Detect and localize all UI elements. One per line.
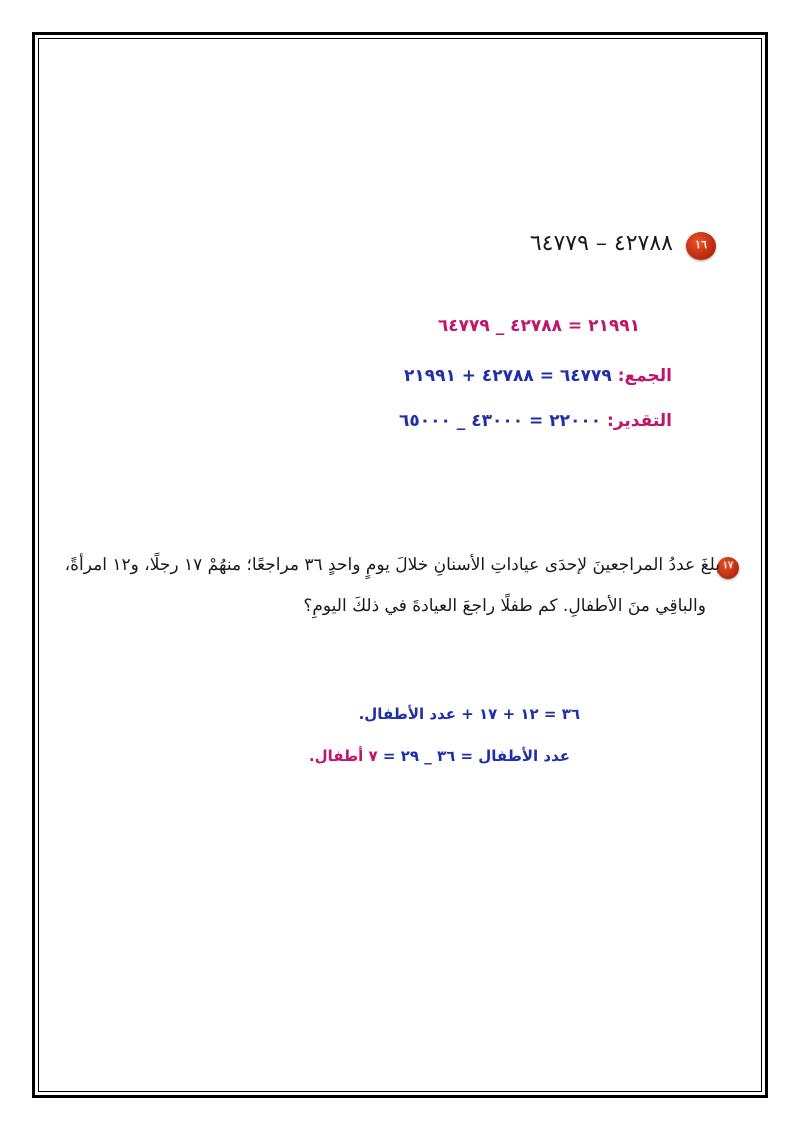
result-prefix: عدد الأطفال = ٣٦ _ ٢٩ = [377,747,570,765]
problem-16-number-badge [686,232,716,260]
result-value: ٧ أطفال. [308,747,378,765]
check-label: الجمع: [617,366,672,386]
estimate-label: التقدير: [607,411,672,431]
problem-17-result [309,747,570,765]
problem-17-number: ١٧ [722,560,734,571]
problem-16-check [404,366,672,386]
problem-16-expression: ٤٢٧٨٨ – ٦٤٧٧٩ [529,231,673,256]
problem-17-number-badge [717,557,739,579]
check-value: ٦٤٧٧٩ = ٤٢٧٨٨ + ٢١٩٩١ [403,366,612,386]
problem-16-estimate [399,411,672,431]
problem-17-question-line-1: بلغَ عددُ المراجعينَ لإحدَى عياداتِ الأسنانِ خلالَ يومٍ واحدٍ ٣٦ مراجعًا؛ منهُمْ ١٧ رجلًا، و١٢ امرأةً، [64,555,720,575]
problem-17-equation: ٣٦ = ١٢ + ١٧ + عدد الأطفال. [358,705,580,723]
problem-17-question-line-2: والباقِي منَ الأطفالِ. كم طفلًا راجعَ العيادةَ في ذلكَ اليومِ؟ [303,596,706,616]
estimate-value: ٢٢٠٠٠ = ٤٣٠٠٠ _ ٦٥٠٠٠ [399,411,602,431]
problem-16-number: ١٦ [695,238,707,251]
problem-16-answer: ٢١٩٩١ = ٤٢٧٨٨ _ ٦٤٧٧٩ [437,316,640,336]
